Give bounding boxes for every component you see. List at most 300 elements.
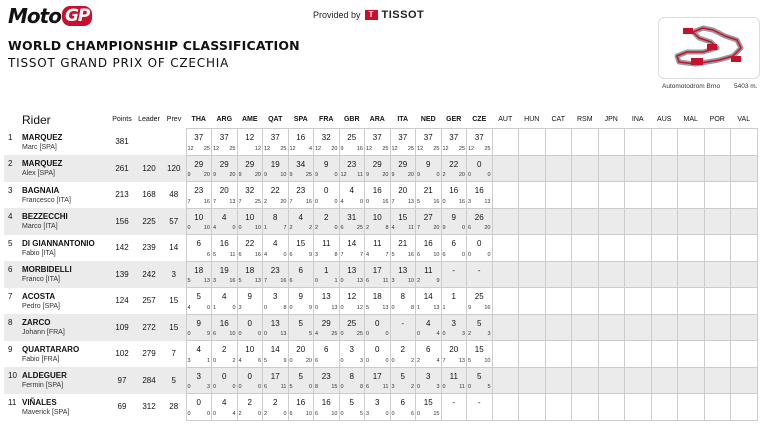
race-total-points: 13 [347, 265, 357, 275]
sprint-points: 5 [391, 251, 395, 258]
race-result-cell [704, 235, 731, 262]
sprint-points: 0 [442, 384, 446, 390]
race-points: 13 [229, 198, 236, 205]
rider-prev: 7 [171, 349, 176, 359]
sprint-points: 12 [442, 145, 449, 152]
race-column-header: GER [446, 116, 462, 123]
race-result-cell [263, 288, 289, 315]
race-points: 20 [305, 357, 312, 364]
race-breakdown [366, 252, 389, 258]
race-column-header: AUS [657, 116, 672, 123]
sprint-points: 0 [366, 331, 370, 337]
race-result-cell [678, 155, 705, 182]
race-breakdown [443, 199, 466, 205]
race-breakdown [213, 278, 236, 284]
motogp-logo [8, 4, 92, 28]
sprint-points: 1 [442, 304, 446, 311]
sprint-points: 0 [468, 251, 472, 258]
race-total-points: - [401, 318, 405, 328]
race-total-points: 10 [372, 212, 382, 222]
race-breakdown [392, 384, 415, 390]
race-total-points: 2 [273, 398, 278, 407]
race-total-points: 4 [426, 318, 431, 328]
sprint-points: 0 [289, 357, 293, 364]
race-points: 0 [232, 225, 236, 231]
race-result-cell [598, 208, 625, 235]
race-breakdown [468, 252, 491, 258]
race-breakdown [239, 199, 262, 205]
sprint-points: 8 [315, 384, 319, 390]
race-breakdown [264, 199, 287, 205]
race-result-cell [416, 367, 442, 394]
race-breakdown [468, 384, 491, 390]
race-total-points: 17 [372, 371, 382, 381]
sprint-points: 12 [417, 145, 424, 152]
rider-position: 7 [8, 291, 13, 301]
race-result-cell [339, 314, 365, 341]
race-result-cell [288, 288, 314, 315]
race-result-cell [263, 235, 289, 262]
rider-points: 69 [117, 402, 127, 412]
race-points: 25 [356, 331, 363, 337]
rider-leader: 284 [136, 367, 162, 394]
race-total-points: 2 [247, 398, 252, 407]
race-breakdown [366, 146, 389, 152]
race-result-cell [314, 314, 340, 341]
race-total-points: 4 [222, 292, 227, 301]
race-result-cell [467, 182, 493, 209]
race-result-cell [598, 288, 625, 315]
sprint-points: 0 [340, 331, 344, 337]
race-breakdown [341, 305, 364, 311]
race-breakdown [239, 252, 262, 258]
race-result-cell [678, 182, 705, 209]
sprint-points: 0 [264, 304, 268, 311]
race-points: 0 [283, 410, 287, 417]
race-result-cell [365, 208, 391, 235]
race-result-cell [467, 341, 493, 368]
table-row [4, 261, 757, 288]
race-result-cell [598, 314, 625, 341]
sprint-points: 12 [340, 172, 347, 178]
rider-cell [4, 367, 108, 394]
race-points: 0 [257, 384, 261, 390]
race-result-cell [598, 129, 625, 156]
sprint-points: 9 [315, 172, 319, 178]
rider-cell [4, 155, 108, 182]
race-result-cell [288, 341, 314, 368]
race-breakdown [468, 305, 491, 311]
rider-prev: 57 [162, 208, 186, 235]
race-points: 9 [308, 304, 312, 311]
race-breakdown [443, 305, 466, 311]
race-result-cell [731, 235, 758, 262]
race-points: 2 [410, 384, 414, 390]
race-points: 16 [280, 278, 287, 284]
race-total-points: 5 [400, 371, 405, 381]
race-points: 8 [410, 304, 414, 311]
race-result-cell [390, 261, 416, 288]
race-result-cell [314, 341, 340, 368]
race-breakdown [366, 172, 389, 178]
race-breakdown [264, 358, 287, 364]
race-result-cell [545, 314, 572, 341]
rider-prev: 5 [162, 367, 186, 394]
race-result-cell [731, 155, 758, 182]
race-points: 16 [254, 251, 261, 258]
race-breakdown [443, 384, 466, 390]
sprint-points: 0 [442, 198, 446, 205]
race-breakdown [239, 278, 262, 284]
table-row [4, 155, 757, 182]
race-total-points: 29 [321, 318, 331, 328]
race-total-points: 32 [321, 133, 331, 142]
race-total-points: 10 [245, 212, 255, 222]
race-result-cell [237, 341, 263, 368]
race-points: 25 [280, 145, 287, 152]
race-result-cell [704, 367, 731, 394]
race-total-points: 31 [347, 212, 357, 222]
race-breakdown [264, 331, 287, 337]
race-total-points: 10 [245, 345, 255, 354]
race-result-cell [545, 155, 572, 182]
race-result-cell [339, 261, 365, 288]
race-total-points: 6 [451, 239, 456, 248]
sprint-points: 5 [289, 384, 293, 390]
race-breakdown [392, 411, 415, 417]
race-breakdown [341, 384, 364, 390]
race-breakdown [392, 172, 415, 178]
race-breakdown [315, 384, 338, 390]
rider-prev: 28 [169, 402, 179, 412]
race-total-points: 37 [449, 133, 459, 142]
race-result-cell [467, 208, 493, 235]
race-total-points: 19 [219, 265, 229, 275]
race-result-cell [625, 155, 652, 182]
race-points: 13 [356, 278, 363, 284]
rider-cell [4, 394, 108, 421]
race-total-points: 37 [372, 133, 382, 142]
race-total-points: 3 [273, 292, 278, 301]
sprint-points: 6 [366, 278, 370, 284]
rider-leader: 168 [142, 190, 156, 200]
race-breakdown [188, 172, 211, 178]
race-points: 0 [206, 304, 210, 311]
sprint-points: 7 [187, 198, 191, 205]
sprint-points: 5 [417, 198, 421, 205]
race-points: 25 [484, 145, 491, 152]
race-total-points: 4 [298, 212, 303, 222]
race-breakdown [188, 252, 211, 258]
race-result-cell [416, 261, 442, 288]
race-result-cell [263, 341, 289, 368]
race-result-cell [492, 235, 519, 262]
race-total-points: 25 [474, 292, 484, 301]
race-result-cell [519, 155, 546, 182]
race-breakdown [188, 384, 211, 390]
race-result-cell [492, 182, 519, 209]
race-points: 4 [436, 357, 440, 364]
race-total-points: 37 [270, 133, 280, 142]
race-breakdown [417, 384, 440, 390]
race-result-cell [339, 182, 365, 209]
rider-prev: 3 [162, 261, 186, 288]
race-column-header: AME [241, 116, 258, 123]
race-breakdown [392, 199, 415, 205]
race-total-points: 11 [373, 239, 382, 248]
race-points: 9 [206, 331, 210, 337]
race-total-points: 4 [196, 345, 201, 354]
race-result-cell [441, 182, 467, 209]
race-breakdown [213, 358, 236, 364]
race-total-points: 6 [426, 345, 431, 354]
race-result-cell [625, 235, 652, 262]
race-breakdown [290, 305, 313, 311]
table-row [4, 208, 757, 235]
sprint-points: 0 [391, 410, 395, 417]
sprint-points: 9 [289, 172, 293, 178]
rider-leader [136, 129, 162, 156]
race-total-points: 2 [400, 345, 405, 354]
race-breakdown [239, 172, 262, 178]
race-result-cell [339, 341, 365, 368]
sprint-points: 5 [468, 357, 472, 364]
race-total-points: 29 [245, 159, 255, 169]
race-total-points: 15 [398, 212, 408, 222]
race-result-cell [186, 367, 212, 394]
race-result-cell [186, 182, 212, 209]
race-breakdown [366, 199, 389, 205]
sprint-points: 0 [442, 331, 446, 337]
race-points: 1 [334, 278, 338, 284]
race-result-cell [288, 208, 314, 235]
race-total-points: 8 [349, 371, 354, 381]
rider-position: 5 [8, 238, 13, 248]
race-points: 13 [458, 357, 465, 364]
sprint-points: 0 [315, 278, 319, 284]
rider-points: 109 [108, 314, 136, 341]
sprint-points: 7 [264, 278, 268, 284]
race-total-points: 12 [347, 292, 357, 301]
rider-cell [4, 314, 108, 341]
race-result-cell [704, 261, 731, 288]
race-breakdown [366, 384, 389, 390]
race-result-cell [598, 261, 625, 288]
sprint-points: 7 [289, 198, 293, 205]
race-result-cell [545, 288, 572, 315]
sprint-points: 6 [366, 384, 370, 390]
race-points: 0 [257, 410, 261, 417]
race-column-header: QAT [268, 116, 283, 123]
race-total-points: 4 [222, 398, 227, 407]
rider-points: 213 [115, 190, 129, 200]
race-result-cell [519, 208, 546, 235]
sprint-points: 6 [238, 251, 242, 258]
race-breakdown [213, 305, 236, 311]
race-points: 1 [206, 357, 210, 364]
race-column-header: GBR [343, 116, 360, 123]
race-points: 10 [229, 331, 236, 337]
race-total-points: 16 [296, 398, 306, 407]
race-points: 13 [382, 304, 389, 311]
sprint-points: 2 [468, 331, 472, 337]
race-result-cell [288, 235, 314, 262]
race-result-cell [492, 314, 519, 341]
sprint-points: 0 [468, 384, 472, 390]
sprint-points: 2 [366, 225, 370, 231]
race-result-cell [212, 314, 238, 341]
sprint-points: 0 [391, 357, 395, 364]
race-result-cell [731, 208, 758, 235]
rider-prev: 15 [162, 314, 186, 341]
race-total-points: - [477, 265, 481, 275]
rider-position: 1 [8, 132, 13, 142]
race-result-cell [365, 235, 391, 262]
race-total-points: 27 [423, 212, 433, 222]
race-total-points: 3 [196, 371, 201, 381]
race-result-cell [441, 314, 467, 341]
race-breakdown [417, 252, 440, 258]
race-total-points: 4 [349, 186, 354, 195]
race-points: 11 [229, 251, 236, 258]
race-column-header: JPN [604, 116, 618, 123]
race-points: 8 [334, 251, 338, 258]
race-breakdown [315, 172, 338, 178]
race-result-cell [572, 367, 599, 394]
sprint-points: 12 [213, 145, 220, 152]
sprint-points: 6 [417, 251, 421, 258]
race-points: 10 [305, 410, 312, 417]
race-breakdown [315, 331, 338, 337]
race-result-cell [467, 394, 493, 421]
race-breakdown [315, 305, 338, 311]
race-points: 0 [283, 251, 287, 258]
race-breakdown [264, 305, 287, 311]
race-result-cell [651, 155, 678, 182]
race-result-cell [263, 182, 289, 209]
logo-gp-text: GP [62, 6, 92, 26]
race-result-cell [625, 341, 652, 368]
rider-position: 4 [8, 212, 13, 221]
rider-position: 2 [8, 159, 13, 168]
race-points: 20 [407, 172, 414, 178]
race-points: 2 [410, 357, 414, 364]
race-total-points: 16 [219, 318, 229, 328]
race-points: 11 [382, 278, 389, 284]
race-points: 10 [407, 278, 414, 284]
rider-prev: 120 [162, 155, 186, 182]
race-points: 8 [359, 384, 363, 390]
sprint-points: 12 [264, 145, 271, 152]
race-breakdown [443, 331, 466, 337]
race-result-cell [625, 261, 652, 288]
race-points: 25 [407, 145, 414, 152]
race-result-cell [390, 394, 416, 421]
sprint-points: 0 [238, 384, 242, 390]
race-result-cell [651, 367, 678, 394]
sprint-points: 0 [340, 410, 344, 417]
race-points: 25 [382, 145, 389, 152]
race-total-points: 20 [296, 345, 306, 354]
race-points: 13 [280, 331, 287, 337]
sprint-points: 9 [417, 172, 421, 178]
race-points: 15 [433, 410, 440, 417]
race-result-cell [651, 182, 678, 209]
race-total-points: 37 [398, 133, 408, 142]
race-total-points: 16 [449, 186, 459, 195]
leader-column-header: Leader [138, 116, 160, 124]
race-points: 3 [359, 357, 363, 364]
race-points: 20 [484, 225, 491, 231]
race-points: 4 [232, 410, 236, 417]
sprint-points: 5 [213, 251, 217, 258]
race-points: 11 [382, 384, 389, 390]
race-total-points: 16 [474, 186, 484, 195]
table-row [4, 341, 757, 368]
race-breakdown [468, 172, 491, 178]
race-points: 13 [484, 198, 491, 205]
race-breakdown [392, 278, 415, 284]
rider-firstname-nation: Alex [SPA] [22, 170, 55, 177]
race-result-cell [390, 208, 416, 235]
race-result-cell [545, 341, 572, 368]
race-breakdown [392, 225, 415, 231]
race-result-cell [625, 314, 652, 341]
race-column-header: MAL [683, 116, 698, 123]
race-points: 25 [203, 145, 210, 152]
race-points: 16 [407, 251, 414, 258]
sprint-points: 4 [213, 225, 217, 231]
race-column-header: HUN [524, 116, 540, 123]
race-breakdown [417, 278, 440, 284]
race-total-points: 5 [477, 318, 482, 328]
race-result-cell [651, 394, 678, 421]
race-points: 4 [436, 331, 440, 337]
race-result-cell [651, 261, 678, 288]
race-total-points: 37 [219, 133, 229, 142]
race-total-points: 9 [298, 292, 303, 301]
race-result-cell [288, 129, 314, 156]
race-result-cell [519, 235, 546, 262]
race-breakdown [239, 384, 262, 390]
race-result-cell [519, 341, 546, 368]
sprint-points: 4 [391, 225, 395, 231]
race-total-points: 11 [322, 239, 331, 248]
page-title: WORLD CHAMPIONSHIP CLASSIFICATION [8, 38, 300, 53]
race-result-cell [731, 341, 758, 368]
race-result-cell [598, 182, 625, 209]
race-result-cell [678, 394, 705, 421]
race-result-cell [625, 367, 652, 394]
race-result-cell [365, 129, 391, 156]
race-breakdown [264, 278, 287, 284]
race-breakdown [366, 358, 389, 364]
race-breakdown [468, 199, 491, 205]
race-points: 7 [283, 225, 287, 231]
race-result-cell [416, 341, 442, 368]
race-points: 25 [331, 331, 338, 337]
classification-table [4, 111, 758, 421]
rider-firstname-nation: Johann [FRA] [22, 329, 65, 336]
race-breakdown [188, 331, 211, 337]
race-result-cell [212, 182, 238, 209]
race-breakdown [417, 305, 440, 311]
race-result-cell [314, 129, 340, 156]
race-result-cell [288, 261, 314, 288]
logo-moto-text: Moto [8, 4, 61, 28]
race-result-cell [545, 129, 572, 156]
race-column-header: VAL [737, 116, 751, 123]
